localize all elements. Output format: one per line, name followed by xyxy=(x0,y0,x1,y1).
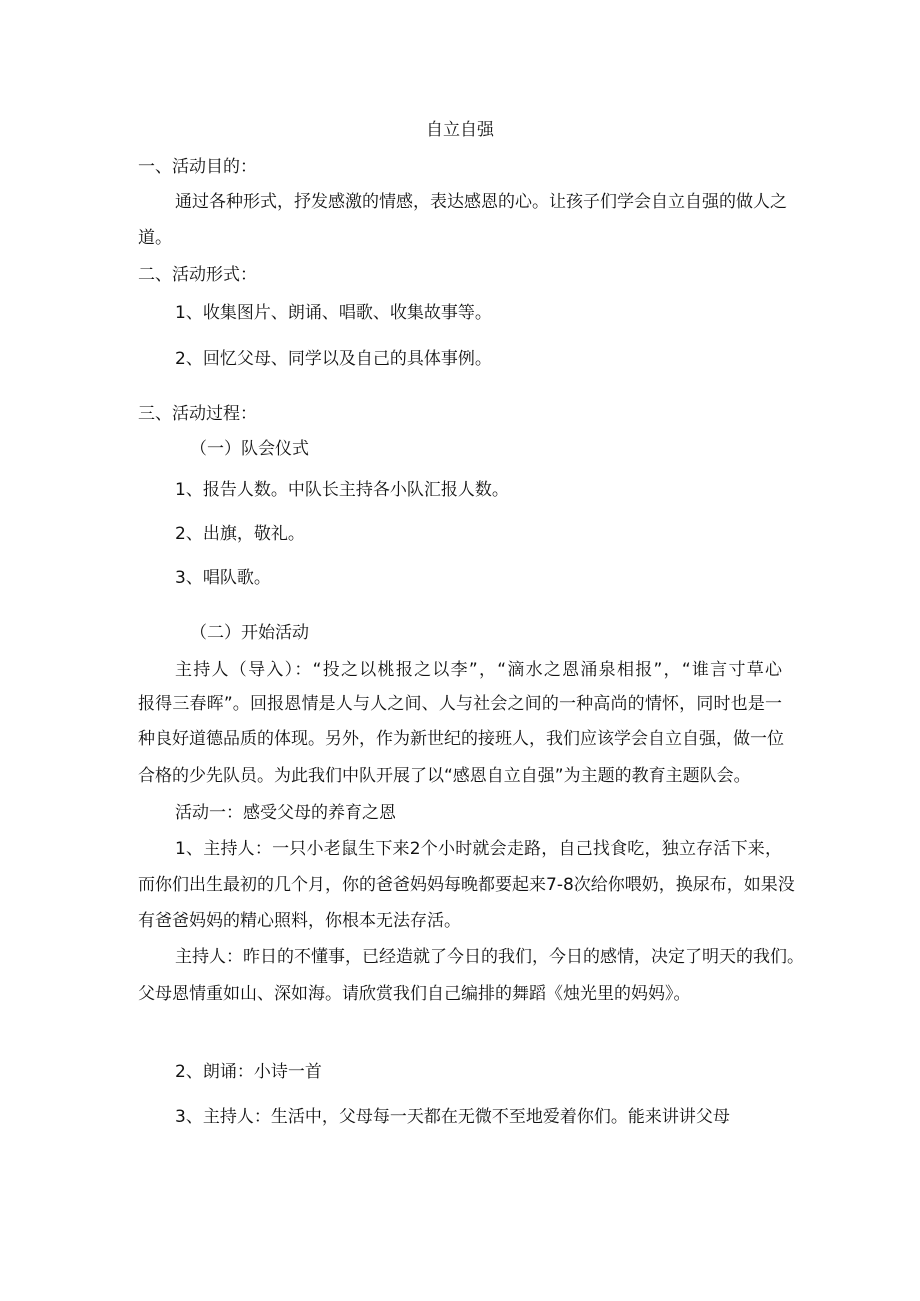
intro-paragraph-line-3: 种良好道德品质的体现。另外，作为新世纪的接班人，我们应该学会自立自强，做一位 xyxy=(138,729,784,749)
ceremony-item-2: 2、出旗，敬礼。 xyxy=(175,524,305,544)
document-title: 自立自强 xyxy=(426,120,494,140)
intro-paragraph-line-4: 合格的少先队员。为此我们中队开展了以“感恩自立自强”为主题的教育主题队会。 xyxy=(138,766,751,786)
ceremony-item-3: 3、唱队歌。 xyxy=(175,568,271,588)
section-heading-form: 二、活动形式： xyxy=(138,265,257,285)
intro-paragraph-line-2: 报得三春晖”。回报恩情是人与人之间、人与社会之间的一种高尚的情怀，同时也是一 xyxy=(138,694,782,714)
section-heading-purpose: 一、活动目的： xyxy=(138,157,257,177)
activity-1-item-3: 3、主持人：生活中，父母每一天都在无微不至地爱着你们。能来讲讲父母 xyxy=(175,1107,730,1127)
subsection-heading-activities: （二）开始活动 xyxy=(190,623,309,643)
purpose-paragraph-line-2: 道。 xyxy=(138,228,172,248)
ceremony-item-1: 1、报告人数。中队长主持各小队汇报人数。 xyxy=(175,480,509,500)
form-item-1: 1、收集图片、朗诵、唱歌、收集故事等。 xyxy=(175,303,492,323)
activity-1-item-1-line-1: 1、主持人：一只小老鼠生下来2个小时就会走路，自己找食吃，独立存活下来， xyxy=(175,839,782,859)
form-item-2: 2、回忆父母、同学以及自己的具体事例。 xyxy=(175,349,492,369)
host-paragraph-line-1: 主持人：昨日的不懂事，已经造就了今日的我们，今日的感情，决定了明天的我们。 xyxy=(175,947,804,967)
subsection-heading-ceremony: （一）队会仪式 xyxy=(190,439,309,459)
intro-paragraph-line-1: 主持人（导入）：“投之以桃报之以李”，“滴水之恩涌泉相报”，“谁言寸草心 xyxy=(175,660,782,680)
activity-1-item-1-line-3: 有爸爸妈妈的精心照料，你根本无法存活。 xyxy=(138,911,461,931)
activity-1-item-1-line-2: 而你们出生最初的几个月，你的爸爸妈妈每晚都要起来7-8次给你喂奶，换尿布，如果没 xyxy=(138,875,795,895)
activity-1-item-2: 2、朗诵：小诗一首 xyxy=(175,1062,322,1082)
section-heading-process: 三、活动过程： xyxy=(138,404,257,424)
purpose-paragraph-line-1: 通过各种形式，抒发感激的情感，表达感恩的心。让孩子们学会自立自强的做人之 xyxy=(175,192,787,212)
activity-1-heading: 活动一：感受父母的养育之恩 xyxy=(175,803,396,823)
host-paragraph-line-2: 父母恩情重如山、深如海。请欣赏我们自己编排的舞蹈《烛光里的妈妈》。 xyxy=(138,984,691,1004)
